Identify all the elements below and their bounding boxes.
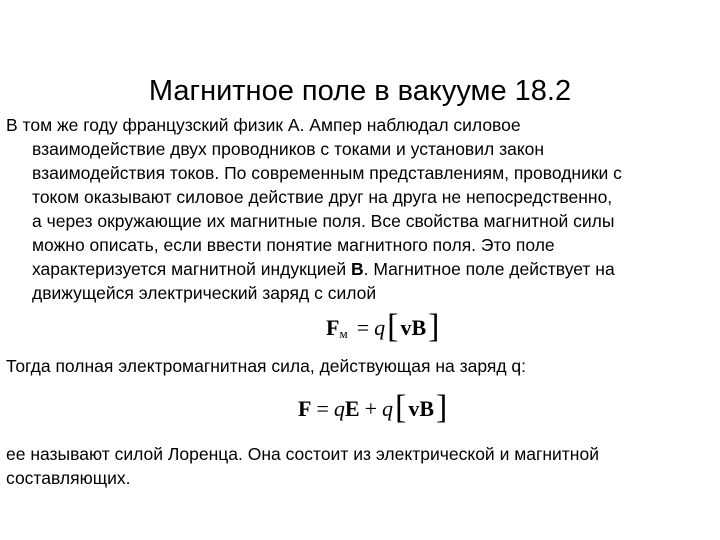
formula-bracket: ] bbox=[436, 389, 448, 426]
text-fragment: . Магнитное поле действует на bbox=[363, 259, 615, 279]
formula-operator: + bbox=[364, 396, 377, 421]
text-line: а через окружающие их магнитные поля. Все свойства магнитной силы bbox=[32, 211, 615, 231]
formula-symbol: F bbox=[298, 396, 312, 421]
formula-symbol: v bbox=[400, 315, 412, 340]
formula-magnetic-force bbox=[326, 308, 441, 345]
text-line: можно описать, если ввести понятие магнитного поля. Это поле bbox=[32, 235, 555, 255]
formula-symbol: q bbox=[374, 315, 386, 340]
formula-bracket: [ bbox=[387, 308, 399, 345]
text-line: взаимодействие двух проводников с токами и установил закон bbox=[32, 139, 545, 159]
formula-symbol: F bbox=[326, 315, 340, 340]
formula-symbol: v bbox=[408, 396, 420, 421]
formula-symbol: B bbox=[419, 396, 434, 421]
text-line: В том же году французский физик А. Ампер наблюдал силовое bbox=[6, 115, 521, 135]
formula-symbol: q bbox=[381, 396, 393, 421]
text-line: током оказывают силовое действие друг на друга не непосредственно, bbox=[32, 187, 613, 207]
paragraph-ampere bbox=[6, 113, 714, 305]
text-line: Тогда полная электромагнитная сила, действующая на заряд q: bbox=[6, 356, 527, 376]
formula-operator: = bbox=[316, 396, 329, 421]
formula-lorentz-force bbox=[298, 389, 449, 426]
text-line bbox=[6, 257, 714, 281]
text-line: ее называют силой Лоренца. Она состоит из электрической и магнитной bbox=[6, 444, 599, 464]
text-line: движущейся электрический заряд с силой bbox=[32, 283, 377, 303]
formula-subscript: м bbox=[339, 326, 348, 341]
text-fragment: характеризуется магнитной индукцией bbox=[32, 259, 351, 279]
formula-symbol: E bbox=[344, 396, 360, 421]
formula-operator: = bbox=[356, 315, 370, 340]
text-line: взаимодействия токов. По современным представлениям, проводники с bbox=[32, 163, 622, 183]
formula-symbol: q bbox=[333, 396, 345, 421]
paragraph-lorentz bbox=[6, 442, 714, 490]
symbol-b: B bbox=[350, 259, 364, 279]
paragraph-total-force bbox=[6, 354, 714, 378]
formula-symbol: B bbox=[411, 315, 427, 340]
slide-title: Магнитное поле в вакууме 18.2 bbox=[148, 75, 572, 107]
formula-bracket: [ bbox=[394, 389, 407, 426]
formula-bracket: ] bbox=[428, 308, 440, 345]
text-line: составляющих. bbox=[6, 468, 131, 488]
